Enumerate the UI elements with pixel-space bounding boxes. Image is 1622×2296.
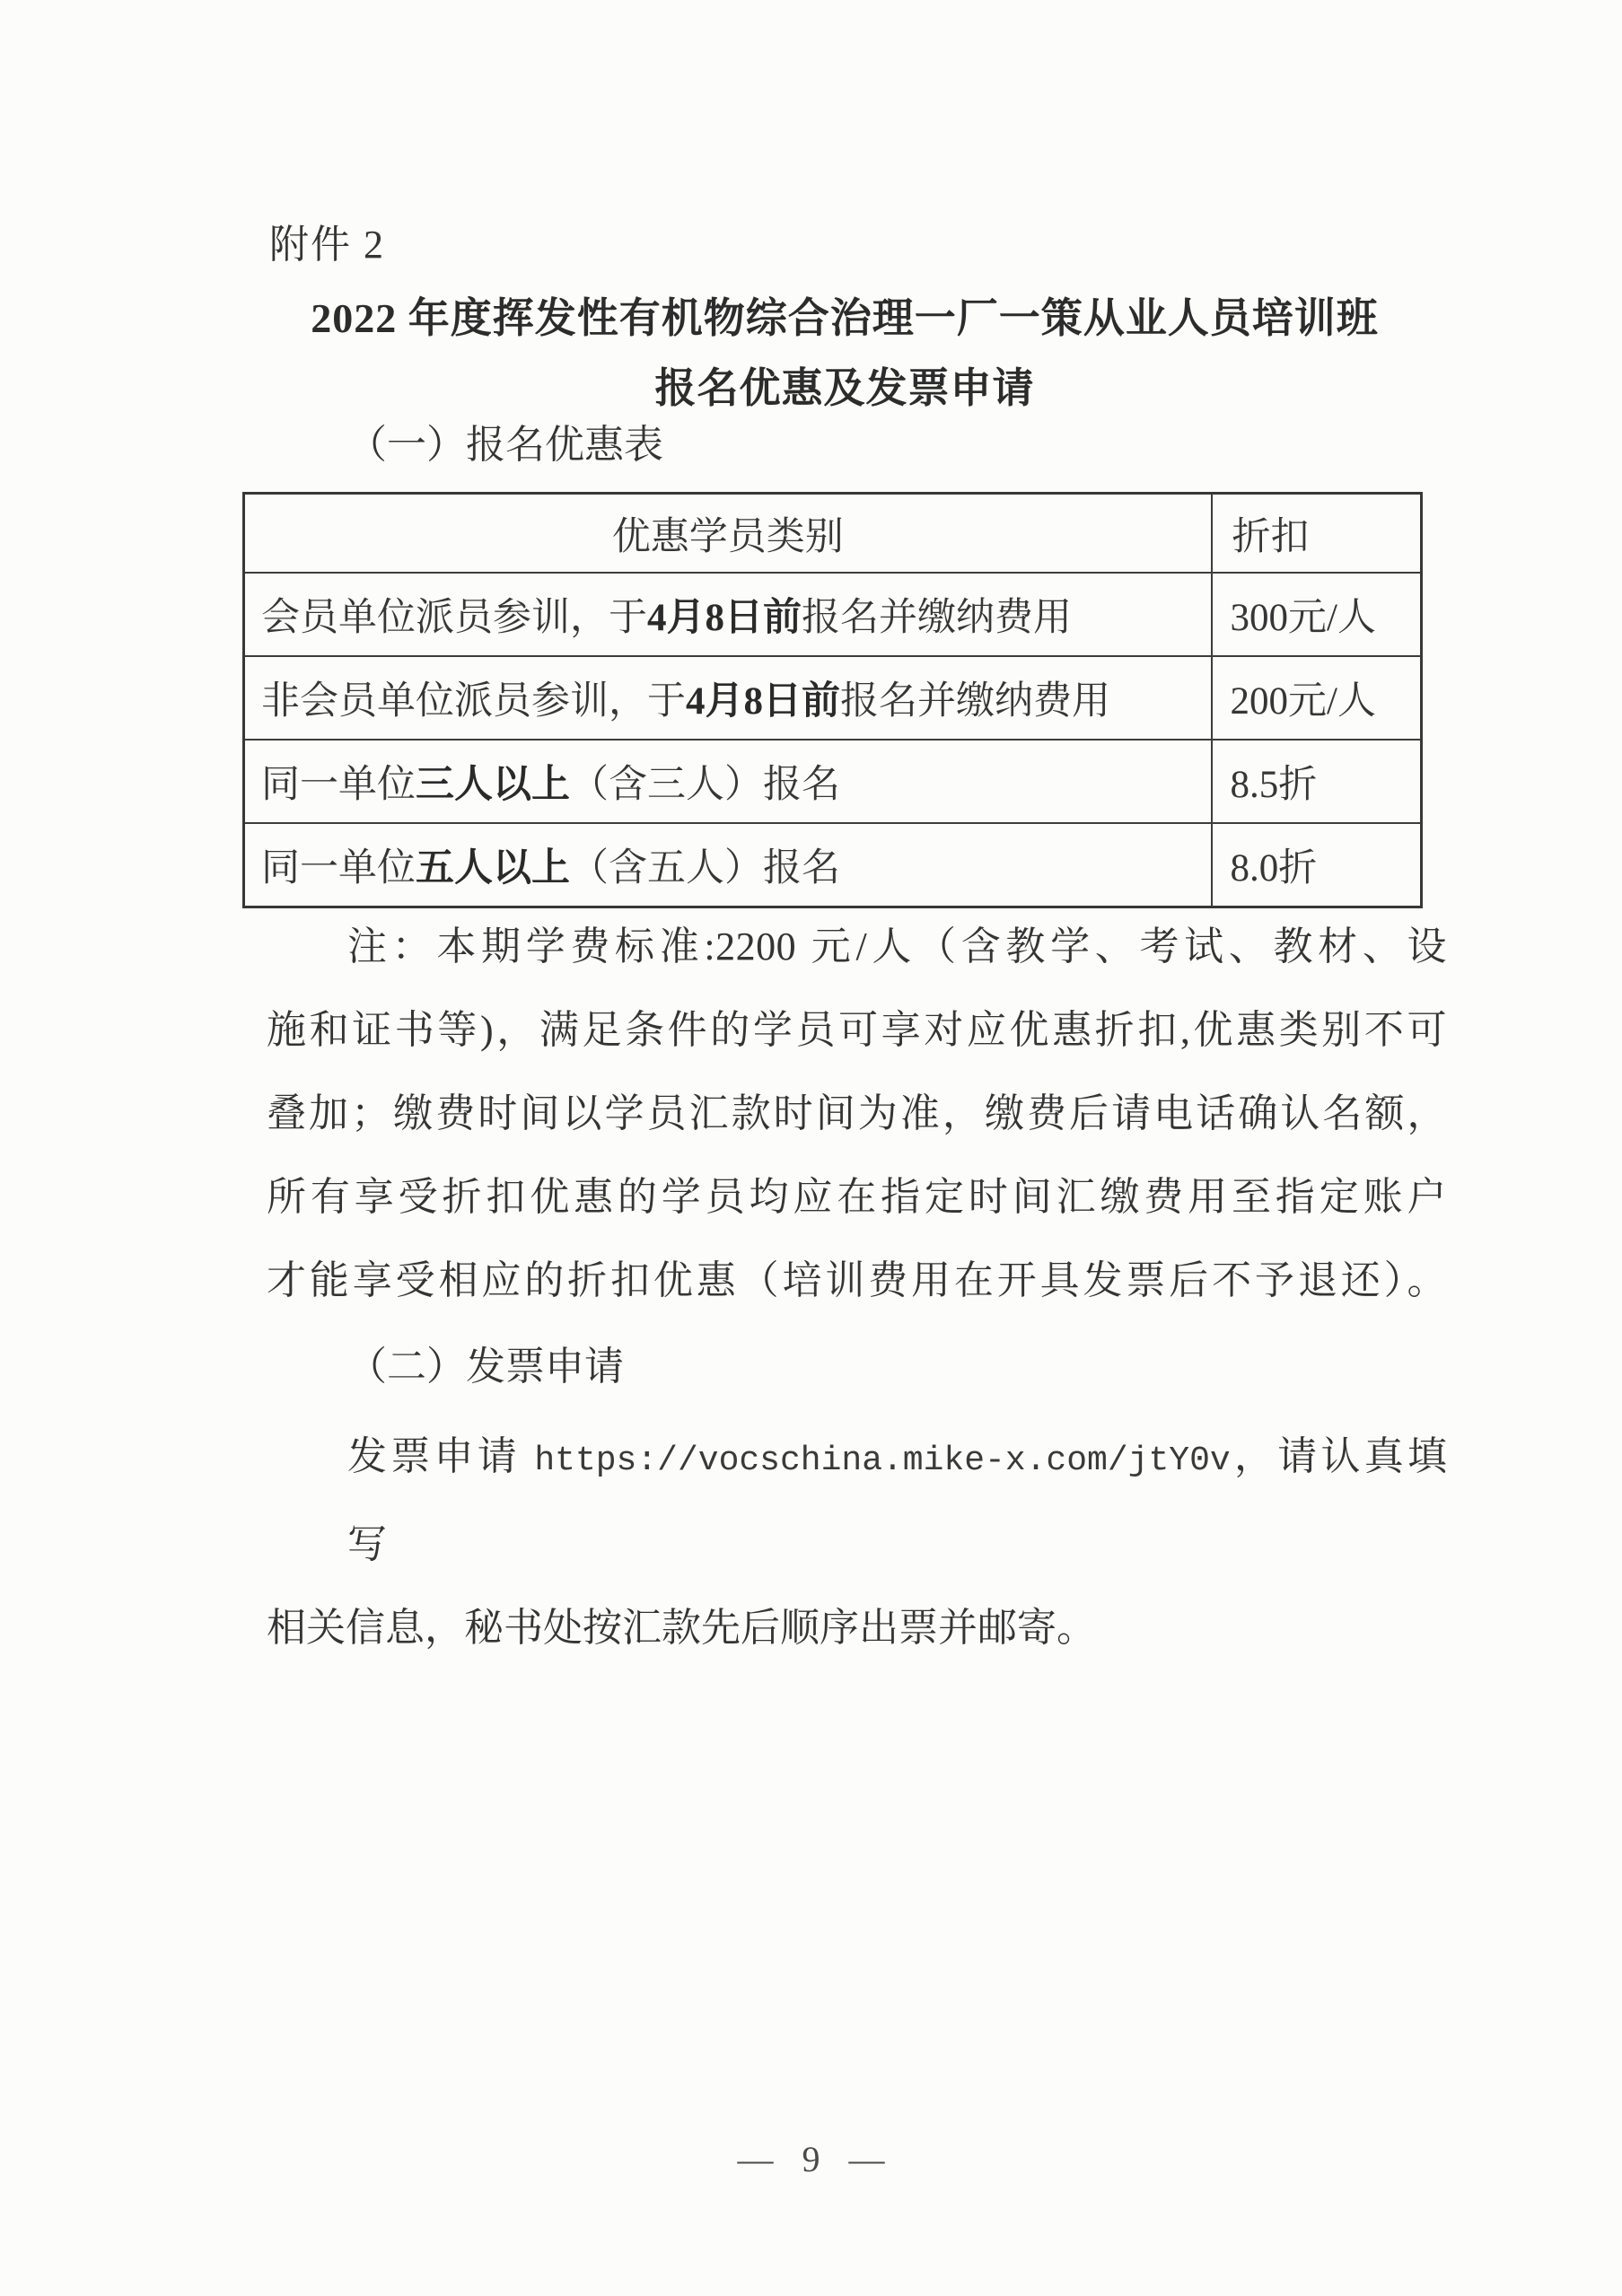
category-cell	[244, 823, 1212, 907]
table-row	[244, 823, 1422, 907]
title-line-2: 报名优惠及发票申请	[654, 365, 1035, 411]
note-line: 所有享受折扣优惠的学员均应在指定时间汇缴费用至指定账户	[267, 1175, 1447, 1219]
category-cell	[244, 656, 1212, 740]
category-cell	[244, 740, 1212, 823]
section2-heading	[267, 1344, 1447, 1390]
section1-heading	[267, 422, 1447, 469]
invoice-url: https://vocschina.mike-x.com/jtY0v	[534, 1442, 1231, 1480]
category-text-pre: 同一单位	[261, 764, 416, 806]
invoice-paragraph	[267, 1415, 1447, 1669]
section1-heading-text: （一）报名优惠表	[347, 423, 663, 467]
invoice-prefix: 发票申请	[347, 1434, 535, 1478]
category-text-pre: 非会员单位派员参训，于	[261, 680, 686, 723]
category-text-post: 报名并缴纳费用	[840, 680, 1110, 723]
category-text-post: 报名并缴纳费用	[802, 597, 1072, 639]
document-title	[242, 284, 1447, 424]
invoice-line-2: 相关信息，秘书处按汇款先后顺序出票并邮寄。	[267, 1606, 1096, 1650]
category-text-post: （含三人）报名	[570, 764, 840, 806]
invoice-suffix: ，请认真填写	[347, 1434, 1448, 1566]
discount-cell: 200元/人	[1212, 656, 1422, 740]
title-line-1: 2022 年度挥发性有机物综合治理一厂一策从业人员培训班	[311, 295, 1379, 341]
note-line: 叠加；缴费时间以学员汇款时间为准，缴费后请电话确认名额，	[267, 1091, 1447, 1135]
column-header-discount: 折扣	[1212, 494, 1422, 574]
category-text-bold: 五人以上	[416, 847, 570, 889]
discount-cell: 8.0折	[1212, 823, 1422, 907]
note-paragraph	[267, 905, 1447, 1322]
table-header-row	[244, 494, 1422, 574]
table-row	[244, 656, 1422, 740]
note-line: 才能享受相应的折扣优惠（培训费用在开具发票后不予退还）。	[267, 1258, 1447, 1302]
category-text-pre: 会员单位派员参训，于	[261, 597, 647, 639]
category-text-bold: 三人以上	[416, 764, 570, 806]
discount-cell: 8.5折	[1212, 740, 1422, 823]
note-line: 施和证书等)，满足条件的学员可享对应优惠折扣,优惠类别不可	[267, 1008, 1447, 1052]
table-row	[244, 740, 1422, 823]
column-header-category: 优惠学员类别	[244, 494, 1212, 574]
category-text-bold: 4月8日前	[647, 597, 802, 639]
discount-cell: 300元/人	[1212, 573, 1422, 656]
category-cell	[244, 573, 1212, 656]
category-text-pre: 同一单位	[261, 847, 416, 889]
table-row	[244, 573, 1422, 656]
page-number: — 9 —	[737, 2139, 885, 2179]
section2-heading-text: （二）发票申请	[347, 1345, 624, 1389]
invoice-line-1	[267, 1415, 1447, 1586]
category-text-post: （含五人）报名	[570, 847, 840, 889]
discount-table	[242, 492, 1423, 908]
note-line: 注：本期学费标准:2200 元/人（含教学、考试、教材、设	[347, 925, 1447, 968]
category-text-bold: 4月8日前	[686, 680, 840, 723]
attachment-label: 附件 2	[269, 223, 385, 267]
